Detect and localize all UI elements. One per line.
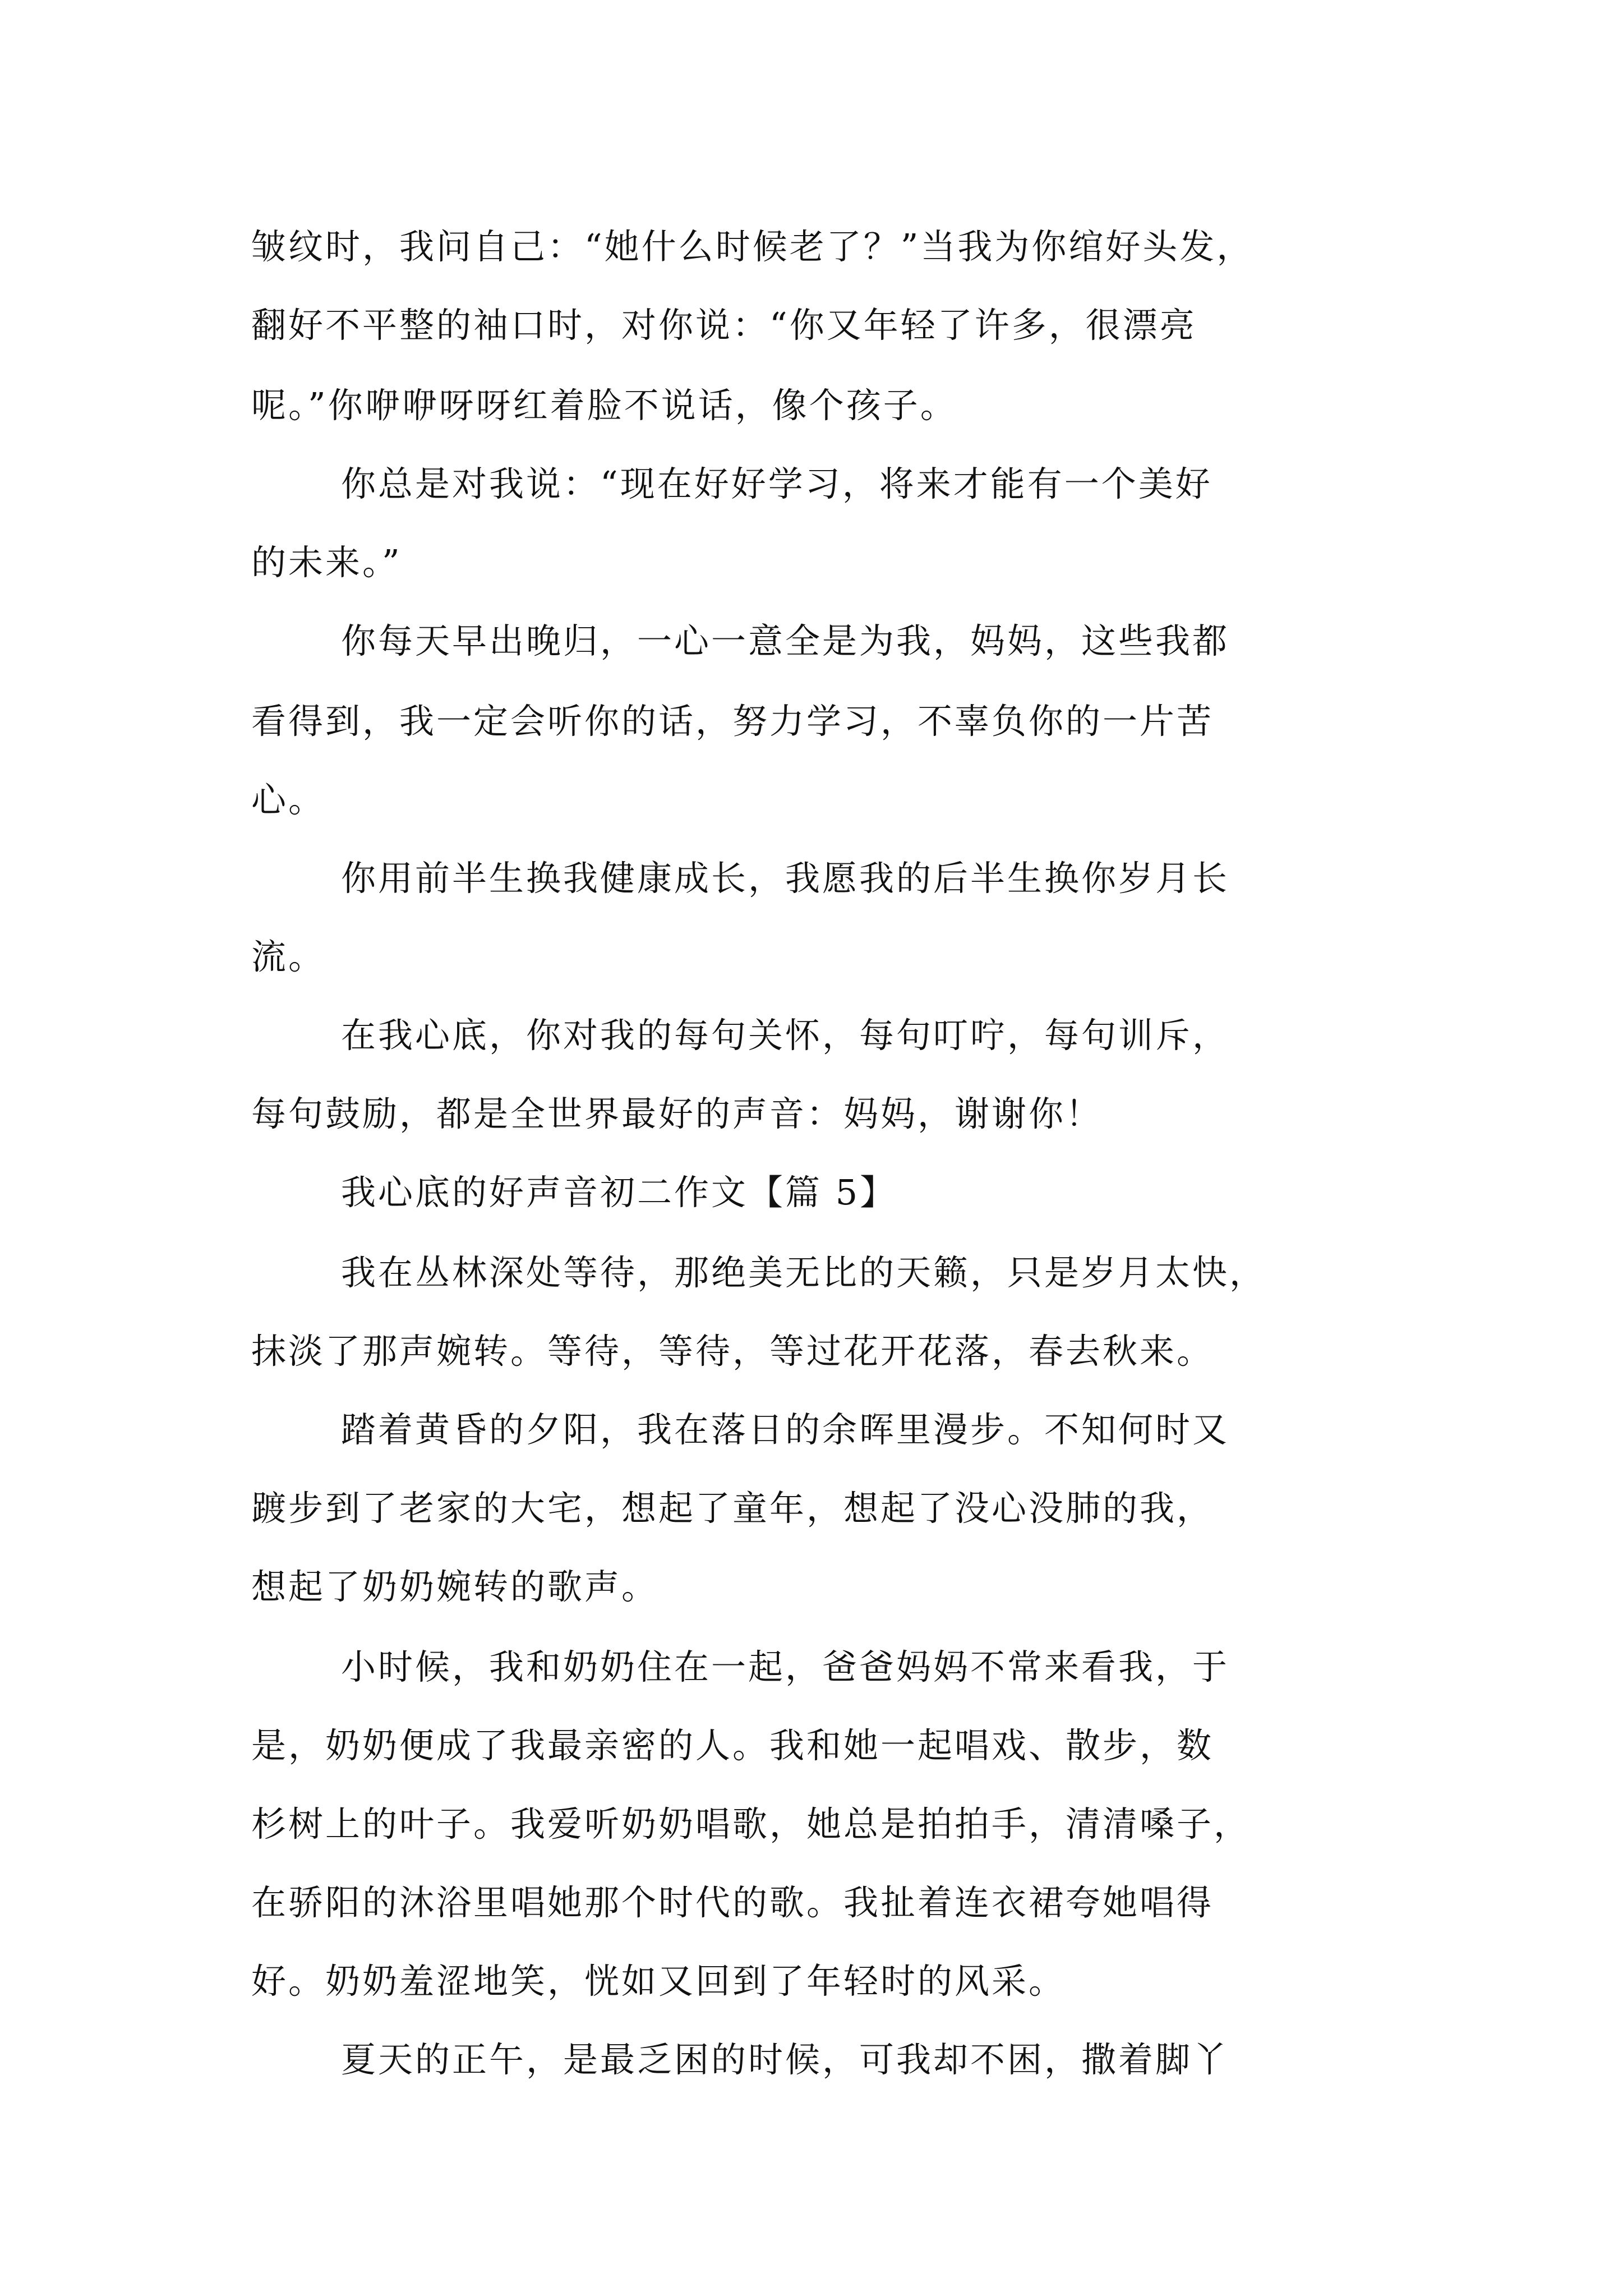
paragraph-line: 看得到，我一定会听你的话，努力学习，不辜负你的一片苦 — [251, 701, 1214, 742]
paragraph-line: 流。 — [251, 936, 326, 977]
paragraph-line: 翻好不平整的袖口时，对你说：“你又年轻了许多，很漂亮 — [251, 305, 1197, 346]
paragraph-line: 在我心底，你对我的每句关怀，每句叮咛，每句训斥， — [341, 1015, 1230, 1056]
paragraph-line: 好。奶奶羞涩地笑，恍如又回到了年轻时的风采。 — [251, 1961, 1066, 2001]
paragraph-line: 心。 — [251, 779, 326, 820]
paragraph-line: 杉树上的叶子。我爱听奶奶唱歌，她总是拍拍手，清清嗓子， — [251, 1803, 1251, 1844]
paragraph-line: 踏着黄昏的夕阳，我在落日的余晖里漫步。不知何时又 — [341, 1409, 1230, 1450]
paragraph-line: 皱纹时，我问自己：“她什么时候老了？”当我为你绾好头发， — [251, 226, 1254, 267]
paragraph-line: 你每天早出晚归，一心一意全是为我，妈妈，这些我都 — [341, 620, 1230, 661]
paragraph-line: 的未来。” — [251, 542, 402, 583]
paragraph-line: 想起了奶奶婉转的歌声。 — [251, 1566, 659, 1607]
paragraph-line: 夏天的正午，是最乏困的时候，可我却不困，撒着脚丫 — [341, 2039, 1230, 2080]
paragraph-line: 抹淡了那声婉转。等待，等待，等过花开花落，春去秋来。 — [251, 1331, 1214, 1372]
paragraph-line: 小时候，我和奶奶住在一起，爸爸妈妈不常来看我，于 — [341, 1646, 1230, 1687]
paragraph-line: 每句鼓励，都是全世界最好的声音：妈妈，谢谢你！ — [251, 1093, 1103, 1134]
paragraph-line: 你用前半生换我健康成长，我愿我的后半生换你岁月长 — [341, 858, 1230, 899]
paragraph-line: 踱步到了老家的大宅，想起了童年，想起了没心没肺的我， — [251, 1488, 1214, 1529]
paragraph-line: 我在丛林深处等待，那绝美无比的天籁，只是岁月太快， — [341, 1252, 1267, 1293]
paragraph-line: 呢。”你咿咿呀呀红着脸不说话，像个孩子。 — [251, 385, 957, 426]
paragraph-line: 是，奶奶便成了我最亲密的人。我和她一起唱戏、散步，数 — [251, 1725, 1214, 1766]
section-heading: 我心底的好声音初二作文【篇 5】 — [341, 1172, 897, 1213]
paragraph-line: 你总是对我说：“现在好好学习，将来才能有一个美好 — [341, 463, 1212, 504]
paragraph-line: 在骄阳的沐浴里唱她那个时代的歌。我扯着连衣裙夸她唱得 — [251, 1882, 1214, 1923]
